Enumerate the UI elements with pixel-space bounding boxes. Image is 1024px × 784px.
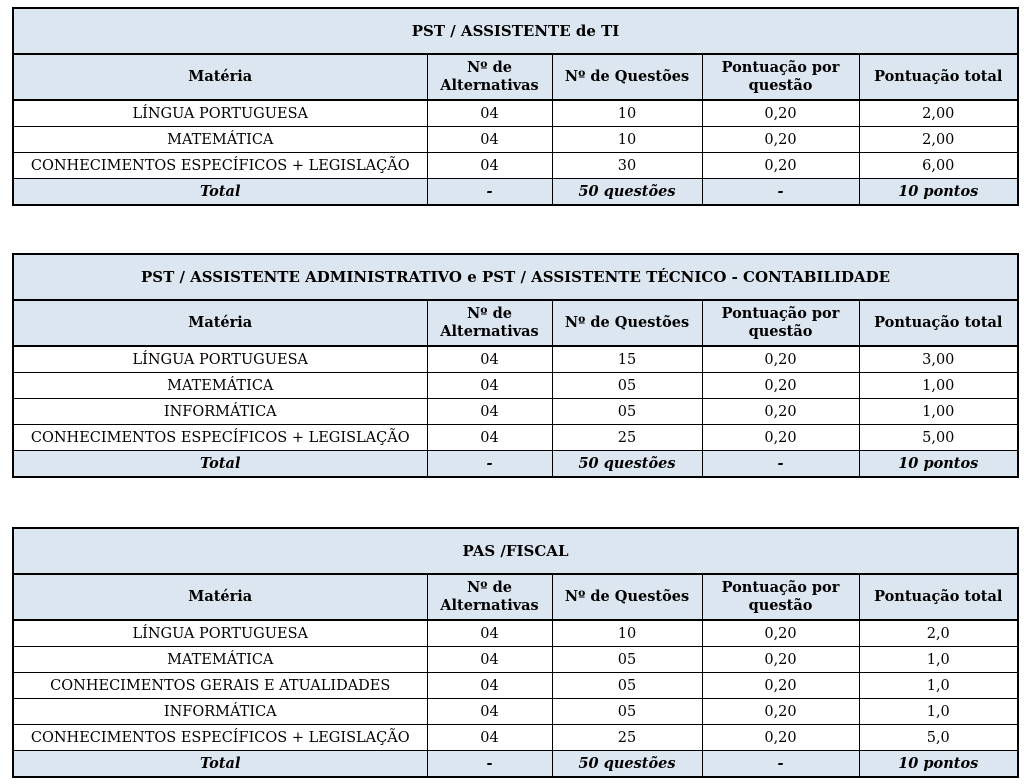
cell-pontuacao-questao: 0,20 xyxy=(702,725,859,751)
total-row xyxy=(13,179,1018,206)
cell-pontuacao-questao: 0,20 xyxy=(702,699,859,725)
table-title: PST / ASSISTENTE de TI xyxy=(13,8,1018,54)
table-title-row xyxy=(13,528,1018,574)
cell-questoes: 10 xyxy=(552,620,702,647)
cell-pontuacao-total: 2,00 xyxy=(859,100,1018,127)
cell-pontuacao-questao: 0,20 xyxy=(702,425,859,451)
cell-alternativas: 04 xyxy=(427,620,552,647)
cell-alternativas: 04 xyxy=(427,425,552,451)
header-pontuacao-total: Pontuação total xyxy=(859,574,1018,620)
total-label: Total xyxy=(13,751,427,778)
table-row xyxy=(13,699,1018,725)
cell-alternativas: 04 xyxy=(427,100,552,127)
score-table-assistente-administrativo-contabilidade xyxy=(12,253,1019,478)
cell-materia: INFORMÁTICA xyxy=(13,399,427,425)
cell-pontuacao-total: 1,00 xyxy=(859,399,1018,425)
cell-materia: MATEMÁTICA xyxy=(13,373,427,399)
table-row xyxy=(13,346,1018,373)
cell-pontuacao-total: 2,00 xyxy=(859,127,1018,153)
cell-alternativas: 04 xyxy=(427,127,552,153)
table-row xyxy=(13,620,1018,647)
total-alternativas: - xyxy=(427,179,552,206)
cell-pontuacao-questao: 0,20 xyxy=(702,100,859,127)
cell-alternativas: 04 xyxy=(427,673,552,699)
total-pontuacao: 10 pontos xyxy=(859,179,1018,206)
cell-questoes: 05 xyxy=(552,399,702,425)
header-pontuacao-questao: Pontuação por questão xyxy=(702,300,859,346)
header-questoes: Nº de Questões xyxy=(552,54,702,100)
cell-materia: LÍNGUA PORTUGUESA xyxy=(13,346,427,373)
cell-pontuacao-questao: 0,20 xyxy=(702,620,859,647)
table-row xyxy=(13,647,1018,673)
header-pontuacao-total: Pontuação total xyxy=(859,300,1018,346)
table-header-row xyxy=(13,574,1018,620)
total-row xyxy=(13,751,1018,778)
total-alternativas: - xyxy=(427,751,552,778)
total-pontuacao: 10 pontos xyxy=(859,451,1018,478)
cell-questoes: 25 xyxy=(552,725,702,751)
table-row xyxy=(13,100,1018,127)
cell-materia: CONHECIMENTOS GERAIS E ATUALIDADES xyxy=(13,673,427,699)
cell-pontuacao-total: 5,0 xyxy=(859,725,1018,751)
score-table-pas-fiscal xyxy=(12,527,1019,778)
header-questoes: Nº de Questões xyxy=(552,300,702,346)
total-row xyxy=(13,451,1018,478)
cell-pontuacao-questao: 0,20 xyxy=(702,647,859,673)
score-table-assistente-ti xyxy=(12,7,1019,206)
header-alternativas: Nº de Alternativas xyxy=(427,54,552,100)
cell-pontuacao-questao: 0,20 xyxy=(702,373,859,399)
cell-pontuacao-total: 6,00 xyxy=(859,153,1018,179)
cell-questoes: 05 xyxy=(552,647,702,673)
header-alternativas: Nº de Alternativas xyxy=(427,574,552,620)
cell-questoes: 10 xyxy=(552,100,702,127)
cell-alternativas: 04 xyxy=(427,699,552,725)
cell-alternativas: 04 xyxy=(427,725,552,751)
table-title-row xyxy=(13,254,1018,300)
cell-pontuacao-questao: 0,20 xyxy=(702,153,859,179)
cell-questoes: 15 xyxy=(552,346,702,373)
total-pontuacao-questao: - xyxy=(702,451,859,478)
cell-materia: CONHECIMENTOS ESPECÍFICOS + LEGISLAÇÃO xyxy=(13,425,427,451)
cell-pontuacao-questao: 0,20 xyxy=(702,346,859,373)
table-row xyxy=(13,127,1018,153)
total-pontuacao-questao: - xyxy=(702,751,859,778)
total-label: Total xyxy=(13,179,427,206)
cell-materia: CONHECIMENTOS ESPECÍFICOS + LEGISLAÇÃO xyxy=(13,725,427,751)
header-questoes: Nº de Questões xyxy=(552,574,702,620)
cell-alternativas: 04 xyxy=(427,346,552,373)
cell-pontuacao-total: 1,0 xyxy=(859,673,1018,699)
cell-materia: INFORMÁTICA xyxy=(13,699,427,725)
cell-pontuacao-total: 5,00 xyxy=(859,425,1018,451)
cell-materia: LÍNGUA PORTUGUESA xyxy=(13,620,427,647)
cell-pontuacao-questao: 0,20 xyxy=(702,127,859,153)
cell-alternativas: 04 xyxy=(427,373,552,399)
table-title-row xyxy=(13,8,1018,54)
table-row xyxy=(13,373,1018,399)
cell-materia: MATEMÁTICA xyxy=(13,647,427,673)
cell-alternativas: 04 xyxy=(427,399,552,425)
header-materia: Matéria xyxy=(13,300,427,346)
cell-materia: CONHECIMENTOS ESPECÍFICOS + LEGISLAÇÃO xyxy=(13,153,427,179)
table-title: PAS /FISCAL xyxy=(13,528,1018,574)
cell-pontuacao-total: 2,0 xyxy=(859,620,1018,647)
cell-pontuacao-questao: 0,20 xyxy=(702,673,859,699)
cell-materia: MATEMÁTICA xyxy=(13,127,427,153)
table-title: PST / ASSISTENTE ADMINISTRATIVO e PST / ASSISTENTE TÉCNICO - CONTABILIDADE xyxy=(13,254,1018,300)
total-pontuacao: 10 pontos xyxy=(859,751,1018,778)
header-pontuacao-questao: Pontuação por questão xyxy=(702,54,859,100)
cell-questoes: 05 xyxy=(552,373,702,399)
table-row xyxy=(13,673,1018,699)
total-questoes: 50 questões xyxy=(552,751,702,778)
cell-questoes: 05 xyxy=(552,673,702,699)
cell-pontuacao-total: 1,00 xyxy=(859,373,1018,399)
total-questoes: 50 questões xyxy=(552,451,702,478)
table-row xyxy=(13,725,1018,751)
cell-pontuacao-total: 1,0 xyxy=(859,647,1018,673)
table-header-row xyxy=(13,300,1018,346)
table-row xyxy=(13,399,1018,425)
header-alternativas: Nº de Alternativas xyxy=(427,300,552,346)
cell-questoes: 10 xyxy=(552,127,702,153)
cell-questoes: 30 xyxy=(552,153,702,179)
header-pontuacao-questao: Pontuação por questão xyxy=(702,574,859,620)
total-pontuacao-questao: - xyxy=(702,179,859,206)
cell-pontuacao-total: 3,00 xyxy=(859,346,1018,373)
header-materia: Matéria xyxy=(13,574,427,620)
table-row xyxy=(13,153,1018,179)
cell-questoes: 05 xyxy=(552,699,702,725)
header-materia: Matéria xyxy=(13,54,427,100)
total-questoes: 50 questões xyxy=(552,179,702,206)
cell-questoes: 25 xyxy=(552,425,702,451)
cell-alternativas: 04 xyxy=(427,647,552,673)
cell-pontuacao-questao: 0,20 xyxy=(702,399,859,425)
cell-alternativas: 04 xyxy=(427,153,552,179)
total-label: Total xyxy=(13,451,427,478)
header-pontuacao-total: Pontuação total xyxy=(859,54,1018,100)
table-row xyxy=(13,425,1018,451)
cell-materia: LÍNGUA PORTUGUESA xyxy=(13,100,427,127)
table-header-row xyxy=(13,54,1018,100)
cell-pontuacao-total: 1,0 xyxy=(859,699,1018,725)
total-alternativas: - xyxy=(427,451,552,478)
